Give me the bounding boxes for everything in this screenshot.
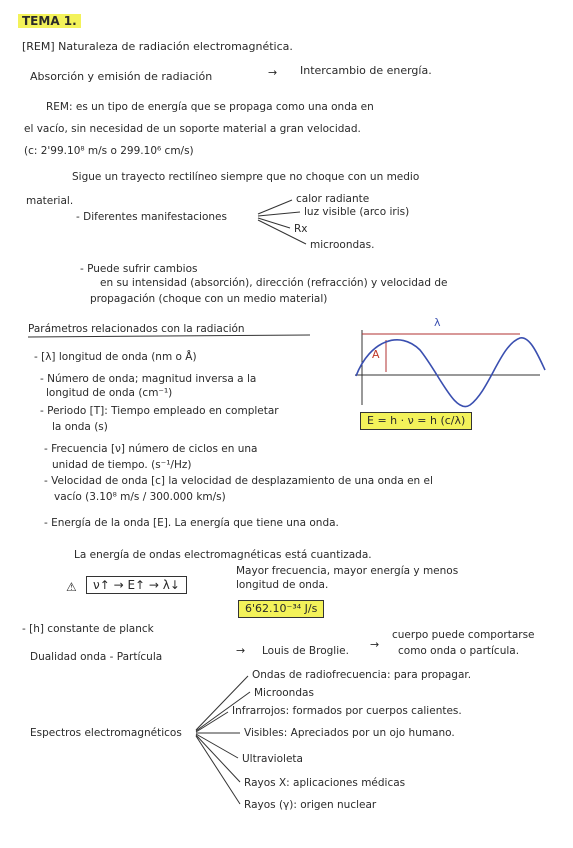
param-periodo-line-1: - Periodo [T]: Tiempo empleado en completar xyxy=(40,405,279,417)
wave-lambda-label: λ xyxy=(434,316,441,329)
param-velocidad-line-2: vacío (3.10⁸ m/s / 300.000 km/s) xyxy=(54,491,226,503)
broglie-line-1: cuerpo puede comportarse xyxy=(392,629,535,641)
sigue-line-1: Sigue un trayecto rectilíneo siempre que no choque con un medio xyxy=(72,171,420,183)
espectros-heading: Espectros electromagnéticos xyxy=(30,727,182,739)
espectro-item: Infrarrojos: formados por cuerpos calientes. xyxy=(232,705,462,717)
arrow-line xyxy=(196,735,240,782)
manifestacion-item: calor radiante xyxy=(296,193,370,205)
espectro-item: Visibles: Apreciados por un ojo humano. xyxy=(244,727,455,739)
arrow-line xyxy=(258,200,292,214)
mayor-line-1: Mayor frecuencia, mayor energía y menos xyxy=(236,565,459,577)
arrow-line xyxy=(196,676,248,730)
espectro-item: Ultravioleta xyxy=(242,753,303,765)
planck-value: 6'62.10⁻³⁴ J/s xyxy=(238,600,324,618)
arrow-line xyxy=(196,712,228,732)
formula-box: ν↑ → E↑ → λ↓ xyxy=(86,576,187,594)
wave-diagram xyxy=(355,330,545,407)
param-velocidad-line-1: - Velocidad de onda [c] la velocidad de desplazamiento de una onda en el xyxy=(44,475,433,487)
manifestacion-item: microondas. xyxy=(310,239,375,251)
param-periodo-line-2: la onda (s) xyxy=(52,421,108,433)
rem-definition-line-3: (c: 2'99.10⁸ m/s o 299.10⁶ cm/s) xyxy=(24,145,194,157)
parametros-heading: Parámetros relacionados con la radiación xyxy=(28,323,245,335)
arrow-glyph: → xyxy=(370,638,380,651)
cuantizada-text: La energía de ondas electromagnéticas está cuantizada. xyxy=(74,549,372,561)
espectro-item: Rayos X: aplicaciones médicas xyxy=(244,777,406,789)
espectro-item: Ondas de radiofrecuencia: para propagar. xyxy=(252,669,472,681)
wave-amplitude-label: A xyxy=(372,348,380,361)
broglie-text: Louis de Broglie. xyxy=(262,645,349,657)
rem-definition-line-2: el vacío, sin necesidad de un soporte material a gran velocidad. xyxy=(24,123,361,135)
param-frecuencia-line-1: - Frecuencia [ν] número de ciclos en una xyxy=(44,443,258,455)
warning-icon: ⚠ xyxy=(66,580,77,594)
arrow-line xyxy=(258,212,300,216)
intercambio-text: Intercambio de energía. xyxy=(300,64,432,77)
page-title: TEMA 1. xyxy=(18,14,81,28)
manifestacion-item: luz visible (arco iris) xyxy=(304,206,410,218)
rem-heading: [REM] Naturaleza de radiación electromagnética. xyxy=(22,40,293,53)
sufrir-line-2: en su intensidad (absorción), dirección (refracción) y velocidad de xyxy=(100,277,448,289)
arrow-glyph: → xyxy=(236,644,246,657)
mayor-line-2: longitud de onda. xyxy=(236,579,329,591)
rem-definition-line-1: REM: es un tipo de energía que se propaga como una onda en xyxy=(46,101,374,113)
manifestacion-item: Rx xyxy=(294,223,308,235)
arrow-line xyxy=(258,218,290,228)
diferentes-text: - Diferentes manifestaciones xyxy=(76,211,227,223)
arrow-glyph: → xyxy=(268,66,278,79)
broglie-line-2: como onda o partícula. xyxy=(398,645,520,657)
absorcion-text: Absorción y emisión de radiación xyxy=(30,70,213,83)
param-frecuencia-line-2: unidad de tiempo. (s⁻¹/Hz) xyxy=(52,459,192,471)
sufrir-line-1: - Puede sufrir cambios xyxy=(80,263,198,275)
param-numero-line-2: longitud de onda (cm⁻¹) xyxy=(46,387,173,399)
wave-curve xyxy=(356,338,545,407)
sufrir-line-3: propagación (choque con un medio material) xyxy=(90,293,328,305)
espectro-item: Rayos (γ): origen nuclear xyxy=(244,799,377,811)
dualidad-text: Dualidad onda - Partícula xyxy=(30,651,163,663)
param-energia: - Energía de la onda [E]. La energía que tiene una onda. xyxy=(44,517,339,529)
param-numero-line-1: - Número de onda; magnitud inversa a la xyxy=(40,373,257,385)
espectro-item: Microondas xyxy=(254,687,314,699)
wave-formula: E = h · ν = h (c/λ) xyxy=(360,412,472,430)
planck-text: - [h] constante de planck xyxy=(22,623,154,635)
param-lambda: - [λ] longitud de onda (nm o Å) xyxy=(34,351,197,363)
sigue-line-2: material. xyxy=(26,195,74,207)
